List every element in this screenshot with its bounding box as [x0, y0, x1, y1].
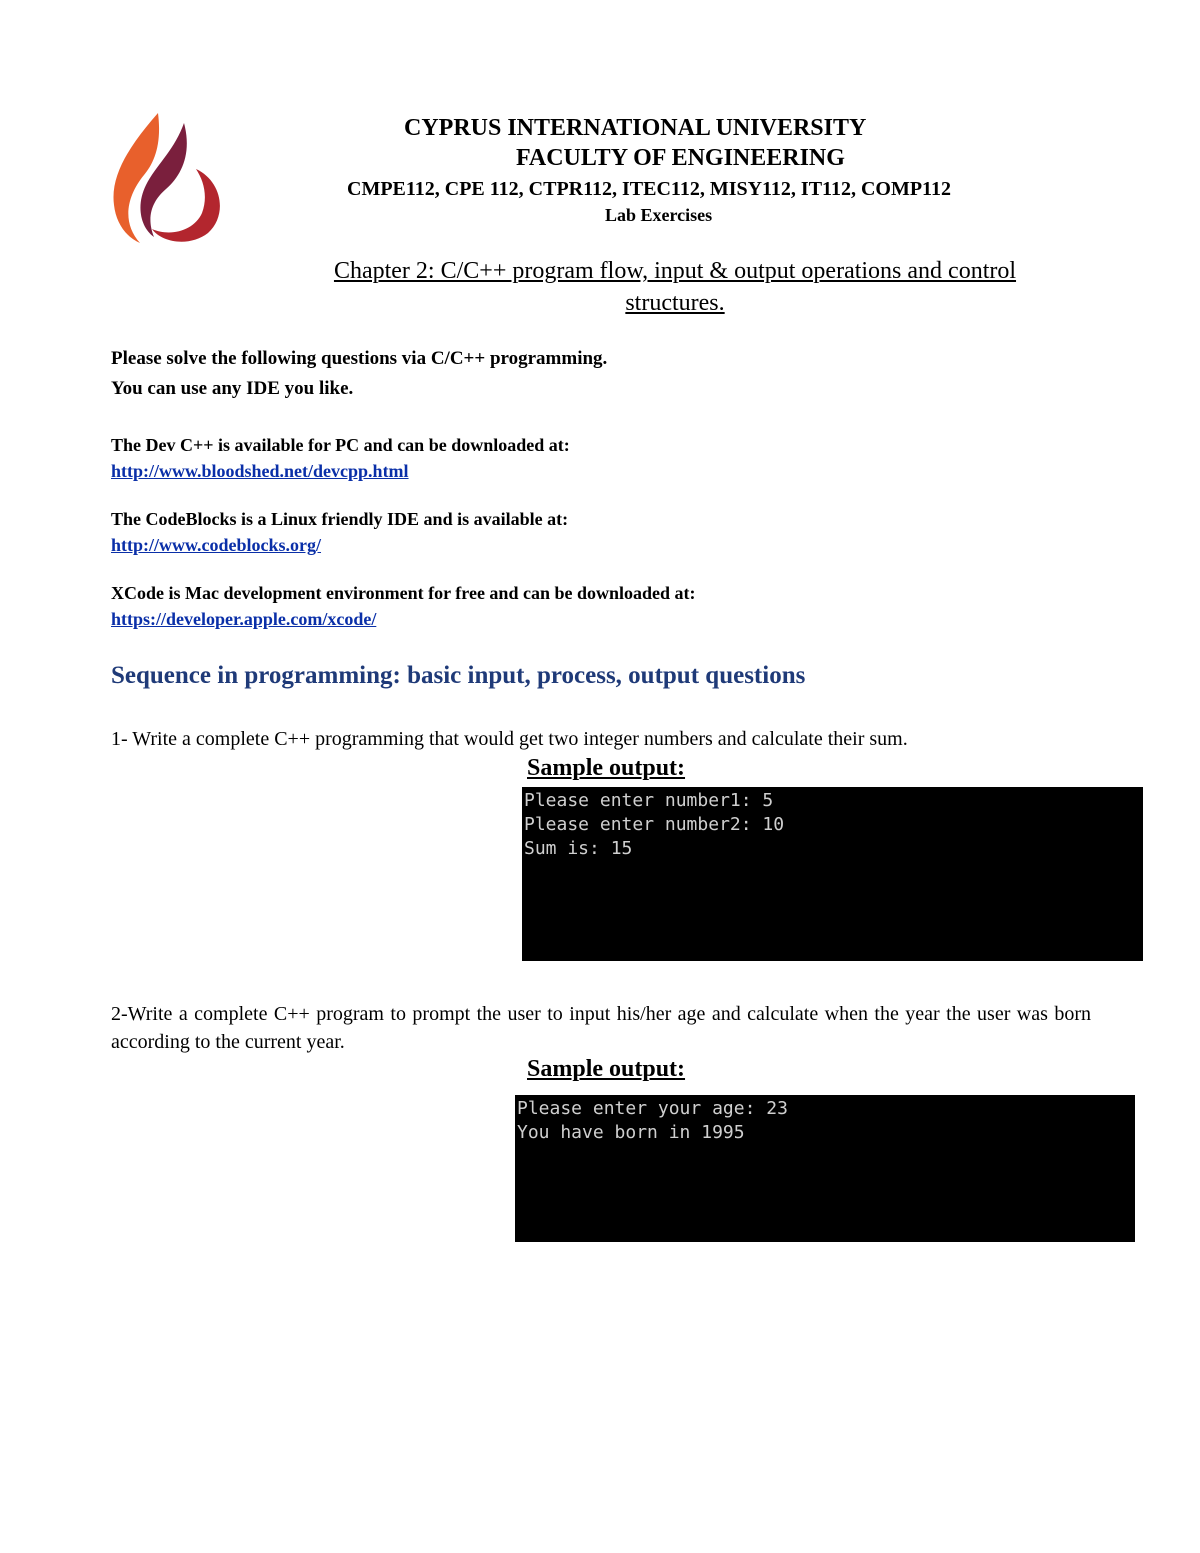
console-line: Please enter your age: 23: [517, 1098, 788, 1119]
university-logo: [100, 105, 230, 245]
question-2-sample-label: Sample output:: [527, 1056, 686, 1082]
intro-line2: You can use any IDE you like.: [111, 378, 354, 399]
question-1-console-output: [522, 787, 1143, 961]
question-2-console-output: [515, 1095, 1135, 1242]
doc-type: Lab Exercises: [605, 205, 713, 225]
ide-xcode-text: XCode is Mac development environment for free and can be downloaded at:: [111, 583, 696, 603]
ide-xcode-link[interactable]: https://developer.apple.com/xcode/: [111, 609, 377, 629]
question-1-sample-label: Sample output:: [527, 755, 686, 781]
ide-codeblocks: [111, 506, 568, 558]
ide-devcpp: [111, 432, 570, 484]
section-title: Sequence in programming: basic input, process, output questions: [111, 662, 806, 689]
console-line: Please enter number1: 5: [524, 790, 774, 811]
ide-xcode: [111, 580, 695, 632]
course-codes: CMPE112, CPE 112, CTPR112, ITEC112, MISY112, IT112, COMP112: [347, 178, 951, 200]
ide-codeblocks-link[interactable]: http://www.codeblocks.org/: [111, 535, 322, 555]
chapter-title: [270, 255, 1080, 319]
university-name: CYPRUS INTERNATIONAL UNIVERSITY: [404, 115, 867, 141]
console-line: You have born in 1995: [517, 1122, 745, 1143]
console-line: Sum is: 15: [524, 838, 633, 859]
console-line: Please enter number2: 10: [524, 814, 785, 835]
question-1-text: 1- Write a complete C++ programming that would get two integer numbers and calculate their sum.: [111, 728, 908, 750]
ide-devcpp-link[interactable]: http://www.bloodshed.net/devcpp.html: [111, 461, 409, 481]
chapter-title-line1: Chapter 2: C/C++ program flow, input & output operations and control: [333, 258, 1017, 284]
ide-devcpp-text: The Dev C++ is available for PC and can be downloaded at:: [111, 435, 570, 455]
chapter-title-line2: structures.: [625, 290, 725, 316]
intro-line1: Please solve the following questions via C/C++ programming.: [111, 348, 608, 369]
question-2-text: 2-Write a complete C++ program to prompt the user to input his/her age and calculate when the year the user was born according to the current year.: [111, 1003, 1091, 1053]
intro-text: [111, 344, 607, 404]
faculty-name: FACULTY OF ENGINEERING: [516, 145, 845, 171]
ide-codeblocks-text: The CodeBlocks is a Linux friendly IDE and is available at:: [111, 509, 569, 529]
